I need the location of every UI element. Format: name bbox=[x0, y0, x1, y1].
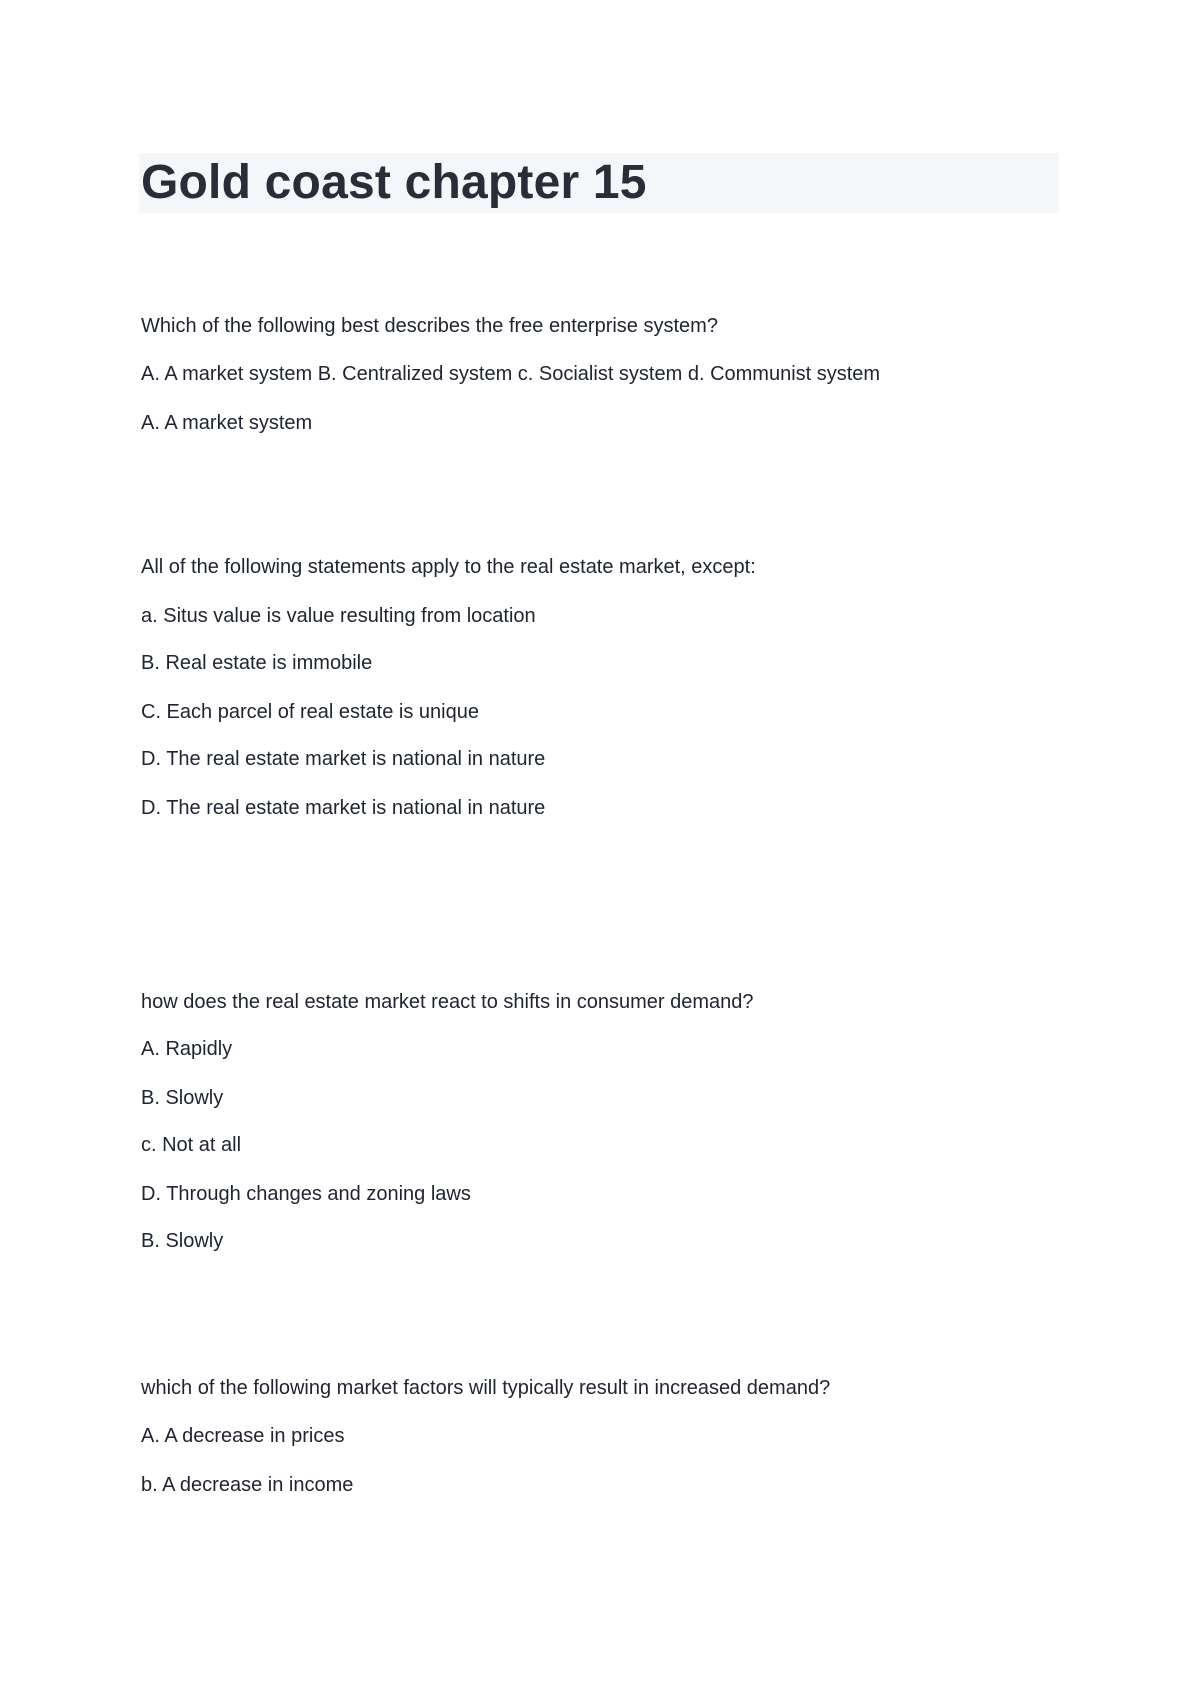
question-3-answer: B. Slowly bbox=[141, 1230, 224, 1252]
question-1-options: A. A market system B. Centralized system c. Socialist system d. Communist system bbox=[141, 363, 881, 385]
question-2-option-b: B. Real estate is immobile bbox=[141, 652, 373, 674]
question-3-option-a: A. Rapidly bbox=[141, 1038, 233, 1060]
question-2-text: All of the following statements apply to the real estate market, except: bbox=[141, 556, 756, 578]
question-3-option-b: B. Slowly bbox=[141, 1087, 224, 1109]
question-2-answer: D. The real estate market is national in nature bbox=[141, 797, 546, 819]
question-2-option-a: a. Situs value is value resulting from location bbox=[141, 605, 536, 627]
question-2-option-c: C. Each parcel of real estate is unique bbox=[141, 701, 479, 723]
question-1-text: Which of the following best describes the free enterprise system? bbox=[141, 315, 718, 337]
question-4-text: which of the following market factors will typically result in increased demand? bbox=[141, 1377, 831, 1399]
question-1-answer: A. A market system bbox=[141, 412, 313, 434]
page-title: Gold coast chapter 15 bbox=[141, 156, 647, 209]
question-3-text: how does the real estate market react to shifts in consumer demand? bbox=[141, 991, 754, 1013]
question-4-option-a: A. A decrease in prices bbox=[141, 1425, 345, 1447]
question-3-option-c: c. Not at all bbox=[141, 1134, 242, 1156]
question-4-option-b: b. A decrease in income bbox=[141, 1474, 354, 1496]
question-2-option-d: D. The real estate market is national in nature bbox=[141, 748, 546, 770]
question-3-option-d: D. Through changes and zoning laws bbox=[141, 1183, 471, 1205]
